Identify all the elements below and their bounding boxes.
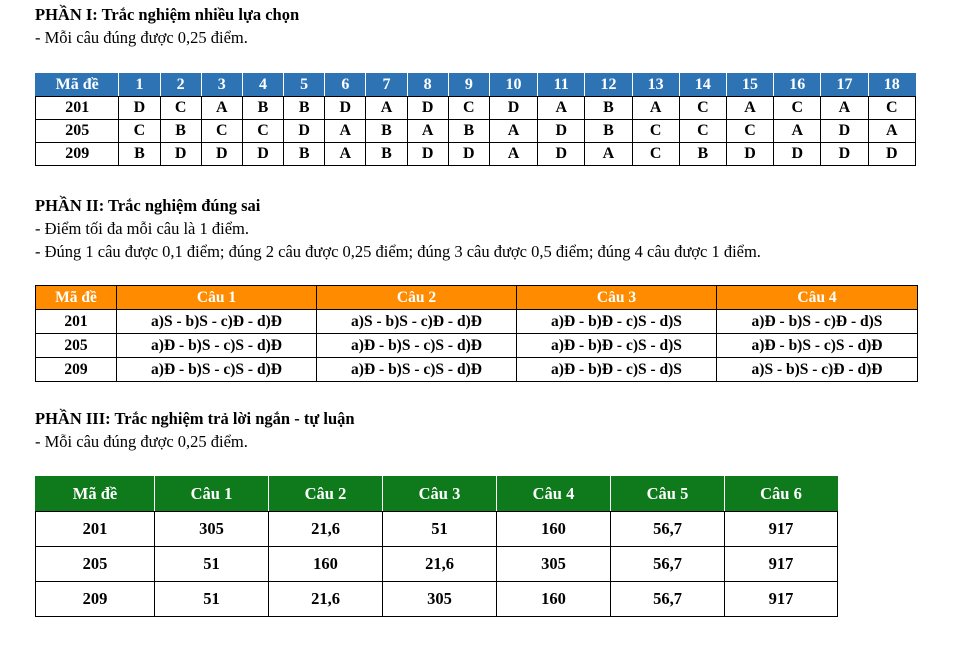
header-ma-de: Mã đề: [36, 74, 119, 97]
answer-cell: 51: [383, 512, 497, 547]
answer-cell: B: [448, 120, 489, 143]
header-col-10: 10: [489, 74, 537, 97]
exam-code-cell: 205: [36, 547, 155, 582]
header-col-2: Câu 2: [317, 286, 517, 310]
answer-cell: a)Đ - b)S - c)S - d)Đ: [717, 334, 918, 358]
answer-cell: D: [448, 143, 489, 166]
answer-cell: 21,6: [269, 582, 383, 617]
answer-cell: 917: [725, 582, 838, 617]
answer-cell: B: [366, 143, 407, 166]
answer-cell: C: [679, 120, 726, 143]
header-col-2: 2: [160, 74, 201, 97]
answer-cell: D: [726, 143, 773, 166]
exam-code-cell: 209: [36, 143, 119, 166]
answer-cell: C: [201, 120, 242, 143]
answer-cell: A: [489, 143, 537, 166]
answer-cell: D: [821, 120, 868, 143]
answer-cell: a)S - b)S - c)Đ - d)Đ: [317, 310, 517, 334]
header-ma-de: Mã đề: [36, 477, 155, 512]
answer-cell: B: [585, 120, 632, 143]
answer-cell: 160: [497, 582, 611, 617]
header-col-1: 1: [119, 74, 160, 97]
header-col-6: 6: [325, 74, 366, 97]
header-col-15: 15: [726, 74, 773, 97]
answer-cell: 917: [725, 512, 838, 547]
answer-cell: C: [679, 97, 726, 120]
table-row: [36, 582, 838, 617]
table-header-row: [36, 477, 838, 512]
exam-code-cell: 201: [36, 310, 117, 334]
answer-cell: D: [868, 143, 915, 166]
answer-cell: 21,6: [383, 547, 497, 582]
answer-cell: C: [632, 143, 679, 166]
answer-cell: D: [119, 97, 160, 120]
header-col-9: 9: [448, 74, 489, 97]
answer-cell: A: [821, 97, 868, 120]
header-col-4: 4: [242, 74, 283, 97]
part1-title: PHẦN I: Trắc nghiệm nhiều lựa chọn: [35, 5, 300, 24]
answer-cell: a)Đ - b)Đ - c)S - d)S: [517, 310, 717, 334]
header-col-5: Câu 5: [611, 477, 725, 512]
answer-cell: C: [448, 97, 489, 120]
answer-cell: D: [201, 143, 242, 166]
exam-code-cell: 201: [36, 97, 119, 120]
answer-cell: A: [585, 143, 632, 166]
answer-cell: D: [538, 143, 585, 166]
answer-cell: 56,7: [611, 512, 725, 547]
table-row: [36, 310, 918, 334]
answer-cell: a)Đ - b)Đ - c)S - d)S: [517, 334, 717, 358]
header-col-8: 8: [407, 74, 448, 97]
answer-cell: B: [242, 97, 283, 120]
header-col-2: Câu 2: [269, 477, 383, 512]
answer-cell: D: [489, 97, 537, 120]
part2-title: PHẦN II: Trắc nghiệm đúng sai: [35, 196, 261, 215]
header-col-17: 17: [821, 74, 868, 97]
answer-cell: 917: [725, 547, 838, 582]
part3-title: PHẦN III: Trắc nghiệm trả lời ngắn - tự luận: [35, 409, 355, 428]
exam-code-cell: 209: [36, 358, 117, 382]
part2-answer-table: [35, 285, 918, 382]
answer-cell: a)S - b)S - c)Đ - d)Đ: [717, 358, 918, 382]
answer-cell: D: [821, 143, 868, 166]
answer-cell: 305: [497, 547, 611, 582]
header-col-12: 12: [585, 74, 632, 97]
table-row: [36, 143, 916, 166]
answer-cell: D: [325, 97, 366, 120]
answer-cell: D: [774, 143, 821, 166]
answer-cell: D: [538, 120, 585, 143]
answer-cell: C: [868, 97, 915, 120]
header-col-16: 16: [774, 74, 821, 97]
header-col-11: 11: [538, 74, 585, 97]
answer-cell: 21,6: [269, 512, 383, 547]
part2-note-max: - Điểm tối đa mỗi câu là 1 điểm.: [35, 219, 249, 238]
table-row: [36, 97, 916, 120]
header-col-7: 7: [366, 74, 407, 97]
answer-cell: A: [632, 97, 679, 120]
exam-code-cell: 205: [36, 334, 117, 358]
header-col-13: 13: [632, 74, 679, 97]
answer-cell: D: [407, 143, 448, 166]
answer-cell: a)Đ - b)S - c)S - d)Đ: [117, 358, 317, 382]
answer-cell: D: [160, 143, 201, 166]
header-ma-de: Mã đề: [36, 286, 117, 310]
answer-cell: A: [489, 120, 537, 143]
answer-cell: A: [325, 120, 366, 143]
answer-cell: D: [284, 120, 325, 143]
answer-cell: D: [242, 143, 283, 166]
answer-cell: B: [284, 143, 325, 166]
answer-cell: B: [366, 120, 407, 143]
table-header-row: [36, 74, 916, 97]
answer-cell: A: [726, 97, 773, 120]
header-col-14: 14: [679, 74, 726, 97]
answer-cell: a)Đ - b)Đ - c)S - d)S: [517, 358, 717, 382]
answer-cell: A: [774, 120, 821, 143]
header-col-5: 5: [284, 74, 325, 97]
answer-cell: B: [679, 143, 726, 166]
answer-cell: A: [201, 97, 242, 120]
answer-cell: a)Đ - b)S - c)S - d)Đ: [317, 334, 517, 358]
answer-cell: 305: [383, 582, 497, 617]
answer-cell: 305: [155, 512, 269, 547]
answer-cell: B: [119, 143, 160, 166]
answer-cell: 160: [269, 547, 383, 582]
table-row: [36, 547, 838, 582]
table-row: [36, 120, 916, 143]
answer-cell: B: [160, 120, 201, 143]
answer-cell: a)Đ - b)S - c)S - d)Đ: [317, 358, 517, 382]
header-col-4: Câu 4: [497, 477, 611, 512]
part2-note-scoring: - Đúng 1 câu được 0,1 điểm; đúng 2 câu được 0,25 điểm; đúng 3 câu được 0,5 điểm; đúng 4 câu được 1 điểm.: [35, 242, 761, 261]
answer-cell: 51: [155, 547, 269, 582]
answer-cell: a)S - b)S - c)Đ - d)Đ: [117, 310, 317, 334]
header-col-3: 3: [201, 74, 242, 97]
answer-cell: A: [538, 97, 585, 120]
table-row: [36, 512, 838, 547]
answer-cell: C: [726, 120, 773, 143]
header-col-1: Câu 1: [155, 477, 269, 512]
answer-cell: A: [325, 143, 366, 166]
answer-cell: a)Đ - b)S - c)S - d)Đ: [117, 334, 317, 358]
answer-cell: C: [632, 120, 679, 143]
part1-answer-table: [35, 73, 916, 166]
answer-cell: C: [774, 97, 821, 120]
table-row: [36, 334, 918, 358]
answer-cell: D: [407, 97, 448, 120]
exam-code-cell: 205: [36, 120, 119, 143]
answer-cell: 160: [497, 512, 611, 547]
answer-cell: A: [868, 120, 915, 143]
answer-cell: 51: [155, 582, 269, 617]
answer-cell: B: [284, 97, 325, 120]
answer-cell: B: [585, 97, 632, 120]
header-col-4: Câu 4: [717, 286, 918, 310]
header-col-1: Câu 1: [117, 286, 317, 310]
part3-answer-table: [35, 476, 838, 617]
answer-cell: a)Đ - b)S - c)Đ - d)S: [717, 310, 918, 334]
answer-cell: 56,7: [611, 547, 725, 582]
part3-note: - Mỗi câu đúng được 0,25 điểm.: [35, 432, 248, 451]
answer-cell: A: [366, 97, 407, 120]
answer-cell: C: [160, 97, 201, 120]
table-row: [36, 358, 918, 382]
answer-cell: C: [119, 120, 160, 143]
answer-cell: 56,7: [611, 582, 725, 617]
exam-code-cell: 201: [36, 512, 155, 547]
answer-cell: C: [242, 120, 283, 143]
part1-note: - Mỗi câu đúng được 0,25 điểm.: [35, 28, 248, 47]
table-header-row: [36, 286, 918, 310]
answer-cell: A: [407, 120, 448, 143]
header-col-3: Câu 3: [517, 286, 717, 310]
header-col-6: Câu 6: [725, 477, 838, 512]
header-col-3: Câu 3: [383, 477, 497, 512]
header-col-18: 18: [868, 74, 915, 97]
exam-code-cell: 209: [36, 582, 155, 617]
